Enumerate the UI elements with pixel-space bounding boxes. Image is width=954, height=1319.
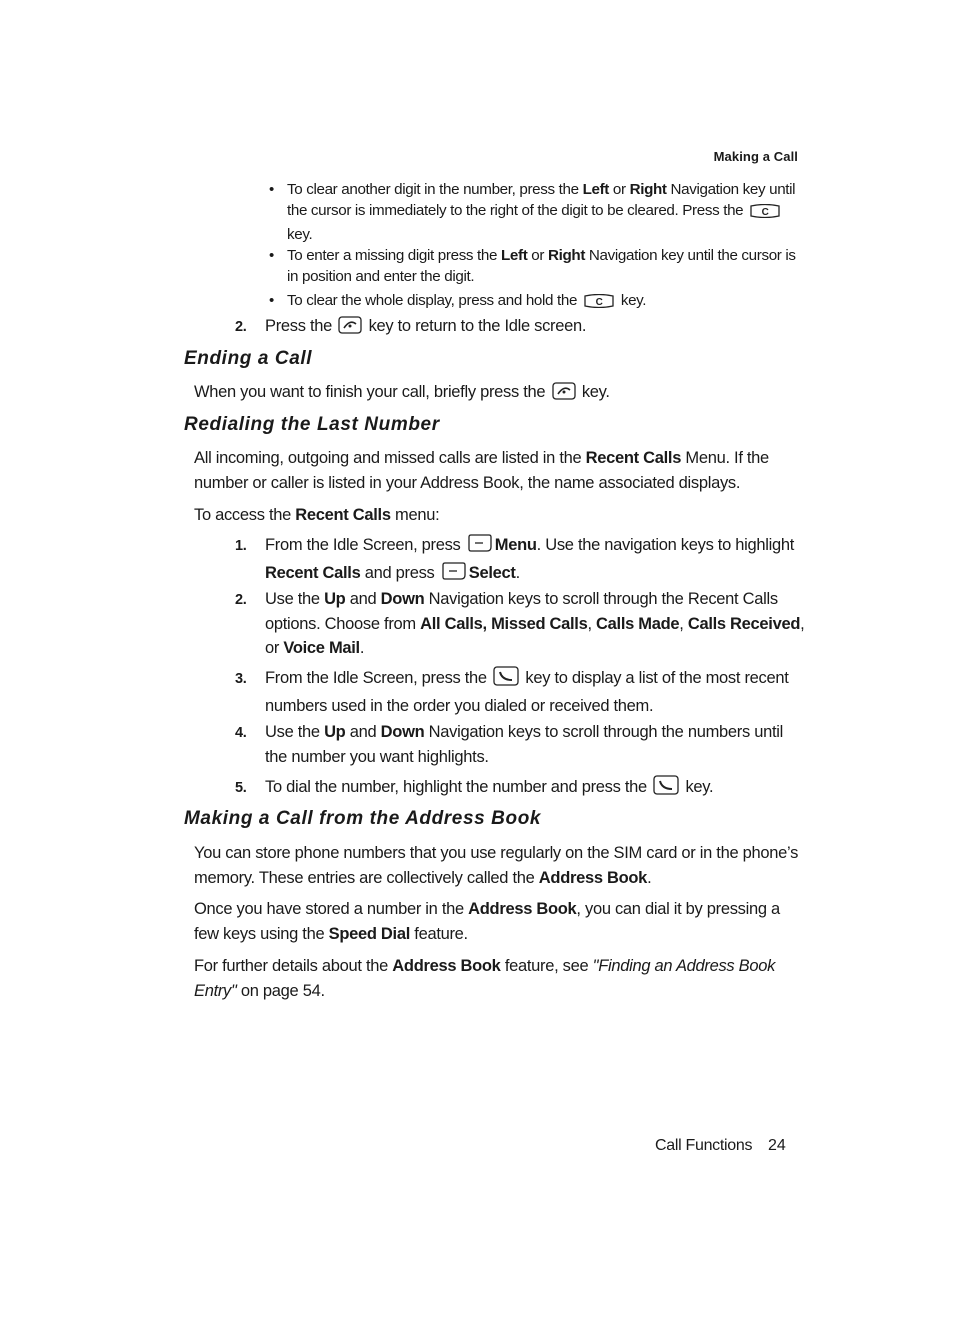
redial-step-4: 4. Use the Up and Down Navigation keys to scroll through the numbers until the number you want highlights. xyxy=(235,723,783,766)
step-return-idle: 2. Press the key to return to the Idle screen. xyxy=(265,314,805,342)
send-key-icon xyxy=(653,775,679,803)
bullet-clear-digit: • To clear another digit in the number, press the Left or Right Navigation key until the cursor is immediately to the right of the digit to be cleared. Press the C key. xyxy=(287,179,799,245)
redial-step-5: 5. To dial the number, highlight the number and press the key. xyxy=(265,775,805,803)
send-key-icon xyxy=(493,666,519,694)
section-heading-ending-call: Ending a Call xyxy=(184,348,313,369)
address-book-paragraph-1: You can store phone numbers that you use regularly on the SIM card or in the phone’s memory. These entries are collectively called the Address Book. xyxy=(194,844,799,887)
clear-key-icon xyxy=(749,203,781,224)
address-book-paragraph-3: For further details about the Address Book feature, see "Finding an Address Book Entry" on page 54. xyxy=(194,957,776,1000)
section-heading-redialing: Redialing the Last Number xyxy=(184,414,440,435)
bullet-missing-digit: • To enter a missing digit press the Left or Right Navigation key until the cursor is in position and enter the digit. xyxy=(287,245,799,287)
end-key-icon xyxy=(552,382,576,408)
redialing-paragraph-2: To access the Recent Calls menu: xyxy=(194,506,440,524)
end-key-icon xyxy=(338,316,362,342)
soft-key-icon xyxy=(441,561,467,589)
redial-step-3: 3. From the Idle Screen, press the key to display a list of the most recent numbers used in the order you dialed or received them. xyxy=(265,666,805,718)
svg-text:C: C xyxy=(595,297,603,308)
ending-call-paragraph: When you want to finish your call, briefly press the key. xyxy=(194,380,804,408)
footer-section-title: Call Functions xyxy=(655,1137,753,1154)
address-book-paragraph-2: Once you have stored a number in the Address Book, you can dial it by pressing a few keys using the Speed Dial feature. xyxy=(194,900,780,943)
section-heading-address-book: Making a Call from the Address Book xyxy=(184,808,542,829)
cross-reference-link[interactable]: "Finding an Address Book Entry" xyxy=(194,957,776,1000)
page-number: 24 xyxy=(768,1137,786,1154)
clear-key-icon xyxy=(583,293,615,314)
redial-step-1: 1. From the Idle Screen, press Menu. Use the navigation keys to highlight Recent Calls and press Select. xyxy=(265,533,805,588)
redialing-paragraph-1: All incoming, outgoing and missed calls are listed in the Recent Calls Menu. If the number or caller is listed in your Address Book, the name associated displays. xyxy=(194,449,769,492)
bullet-clear-display: • To clear the whole display, press and hold the C key. xyxy=(287,290,799,314)
running-header: Making a Call xyxy=(713,149,798,164)
svg-text:C: C xyxy=(761,207,769,218)
redial-step-2: 2. Use the Up and Down Navigation keys to scroll through the Recent Calls options. Choose from All Calls, Missed Calls, Calls Made, Calls Received, or Voice Mail. xyxy=(235,590,805,657)
soft-key-icon xyxy=(467,533,493,561)
